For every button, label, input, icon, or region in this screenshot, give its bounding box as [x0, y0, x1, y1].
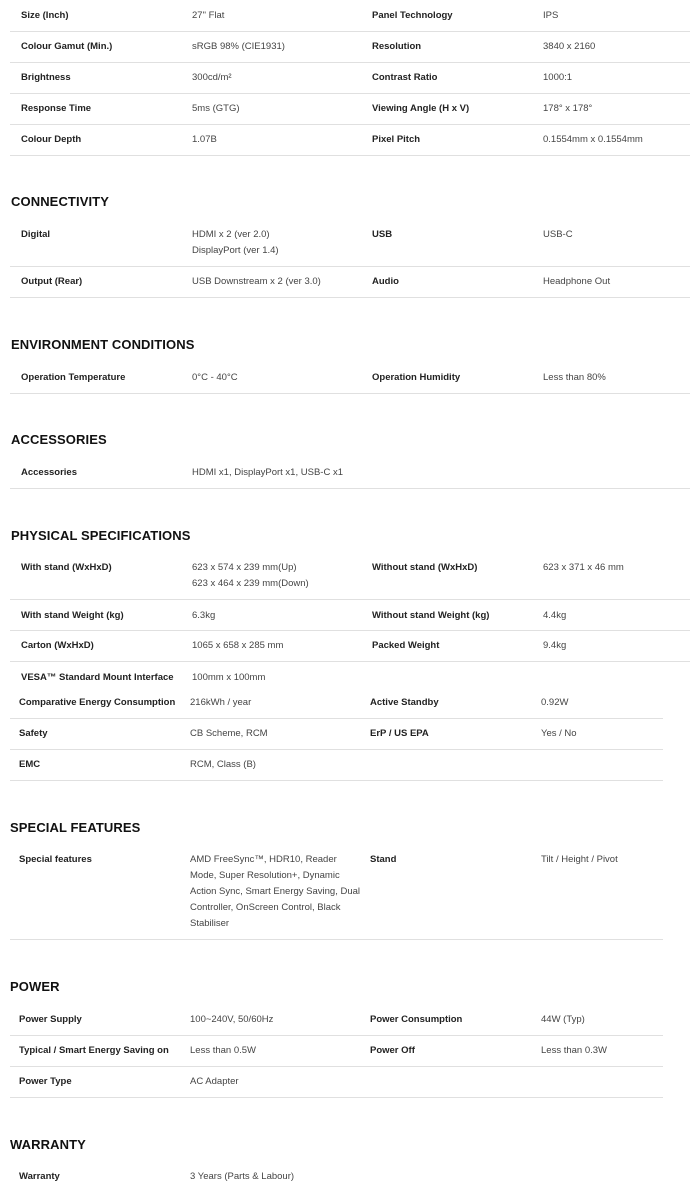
spec-label: Audio — [372, 276, 399, 287]
row-divider — [10, 266, 690, 267]
row-divider — [10, 630, 690, 631]
row-divider — [10, 297, 690, 298]
row-divider — [10, 718, 663, 719]
spec-value: 1065 x 658 x 285 mm — [192, 640, 284, 651]
spec-label: Operation Temperature — [21, 372, 126, 383]
spec-value: 6.3kg — [192, 610, 216, 621]
spec-value: 44W (Typ) — [541, 1014, 585, 1025]
spec-value: 27" Flat — [192, 10, 225, 21]
row-divider — [10, 62, 690, 63]
spec-label: Response Time — [21, 103, 92, 114]
spec-value: Yes / No — [541, 728, 577, 739]
spec-label: Colour Depth — [21, 134, 82, 145]
spec-value: 5ms (GTG) — [192, 103, 240, 114]
spec-value: 623 x 371 x 46 mm — [543, 562, 624, 573]
spec-value: 1.07B — [192, 134, 217, 145]
row-divider — [10, 31, 690, 32]
spec-label: Pixel Pitch — [372, 134, 421, 145]
spec-value: AC Adapter — [190, 1076, 239, 1087]
spec-value: RCM, Class (B) — [190, 759, 256, 770]
spec-label: Power Supply — [19, 1014, 82, 1025]
row-divider — [10, 124, 690, 125]
spec-value: Less than 0.5W — [190, 1045, 257, 1056]
section-title: PHYSICAL SPECIFICATIONS — [11, 528, 191, 543]
spec-label: ErP / US EPA — [370, 728, 429, 739]
spec-label: Without stand (WxHxD) — [372, 562, 478, 573]
spec-label: Packed Weight — [372, 640, 440, 651]
spec-label: Resolution — [372, 41, 422, 52]
section-title: POWER — [10, 979, 60, 994]
spec-value: Less than 80% — [543, 372, 606, 383]
spec-value: USB Downstream x 2 (ver 3.0) — [192, 276, 321, 287]
spec-label: USB — [372, 229, 393, 240]
spec-label: Safety — [19, 728, 48, 739]
spec-label: Typical / Smart Energy Saving on — [19, 1045, 169, 1056]
spec-label: Power Consumption — [370, 1014, 463, 1025]
spec-label: Panel Technology — [372, 10, 453, 21]
spec-value: 623 x 464 x 239 mm(Down) — [192, 578, 309, 589]
spec-label: Colour Gamut (Min.) — [21, 41, 113, 52]
spec-value: Less than 0.3W — [541, 1045, 608, 1056]
spec-value: Headphone Out — [543, 276, 611, 287]
row-divider — [10, 749, 663, 750]
section-title: WARRANTY — [10, 1137, 86, 1152]
row-divider — [10, 155, 690, 156]
spec-value: 3 Years (Parts & Labour) — [190, 1171, 295, 1182]
spec-value: 3840 x 2160 — [543, 41, 596, 52]
spec-label: Output (Rear) — [21, 276, 83, 287]
row-divider — [10, 393, 690, 394]
spec-value: 216kWh / year — [190, 697, 252, 708]
row-divider — [10, 1097, 663, 1098]
spec-value: 4.4kg — [543, 610, 567, 621]
spec-value: DisplayPort (ver 1.4) — [192, 245, 279, 256]
spec-label: Power Type — [19, 1076, 72, 1087]
section-title: CONNECTIVITY — [11, 194, 109, 209]
row-divider — [10, 661, 690, 662]
spec-label: VESA™ Standard Mount Interface — [21, 672, 174, 683]
spec-value: HDMI x1, DisplayPort x1, USB-C x1 — [192, 467, 343, 478]
spec-label: Digital — [21, 229, 51, 240]
spec-label: Contrast Ratio — [372, 72, 438, 83]
spec-value: AMD FreeSync™, HDR10, Reader — [190, 854, 337, 865]
spec-value: 100mm x 100mm — [192, 672, 266, 683]
spec-value: IPS — [543, 10, 559, 21]
spec-value: 100~240V, 50/60Hz — [190, 1014, 274, 1025]
spec-label: With stand (WxHxD) — [21, 562, 112, 573]
spec-value: Stabiliser — [190, 918, 230, 929]
spec-value: 0.1554mm x 0.1554mm — [543, 134, 643, 145]
spec-value: 0°C - 40°C — [192, 372, 238, 383]
spec-label: Accessories — [21, 467, 77, 478]
spec-value: 623 x 574 x 239 mm(Up) — [192, 562, 297, 573]
row-divider — [10, 1035, 663, 1036]
spec-value: 0.92W — [541, 697, 569, 708]
spec-label: Active Standby — [370, 697, 439, 708]
spec-value: Mode, Super Resolution+, Dynamic — [190, 870, 340, 881]
spec-label: EMC — [19, 759, 41, 770]
spec-value: Action Sync, Smart Energy Saving, Dual — [190, 886, 361, 897]
spec-value: CB Scheme, RCM — [190, 728, 268, 739]
spec-label: Brightness — [21, 72, 71, 83]
spec-value: 178° x 178° — [543, 103, 593, 114]
row-divider — [10, 780, 663, 781]
row-divider — [10, 599, 690, 600]
spec-label: With stand Weight (kg) — [21, 610, 124, 621]
spec-label: Operation Humidity — [372, 372, 461, 383]
row-divider — [10, 1066, 663, 1067]
spec-label: Comparative Energy Consumption — [19, 697, 176, 708]
spec-label: Viewing Angle (H x V) — [372, 103, 470, 114]
spec-value: Controller, OnScreen Control, Black — [190, 902, 341, 913]
spec-label: Power Off — [370, 1045, 415, 1056]
section-title: ACCESSORIES — [11, 432, 107, 447]
row-divider — [10, 939, 663, 940]
row-divider — [10, 93, 690, 94]
spec-label: Carton (WxHxD) — [21, 640, 94, 651]
spec-label: Size (Inch) — [21, 10, 69, 21]
spec-value: HDMI x 2 (ver 2.0) — [192, 229, 270, 240]
spec-label: Warranty — [19, 1171, 60, 1182]
row-divider — [10, 488, 690, 489]
spec-label: Without stand Weight (kg) — [372, 610, 490, 621]
section-title: ENVIRONMENT CONDITIONS — [11, 337, 195, 352]
spec-value: 1000:1 — [543, 72, 573, 83]
spec-label: Special features — [19, 854, 92, 865]
spec-value: USB-C — [543, 229, 573, 240]
spec-value: 9.4kg — [543, 640, 567, 651]
section-title: SPECIAL FEATURES — [10, 820, 141, 835]
spec-value: Tilt / Height / Pivot — [541, 854, 618, 865]
spec-value: 300cd/m² — [192, 72, 232, 83]
spec-value: sRGB 98% (CIE1931) — [192, 41, 285, 52]
spec-label: Stand — [370, 854, 397, 865]
